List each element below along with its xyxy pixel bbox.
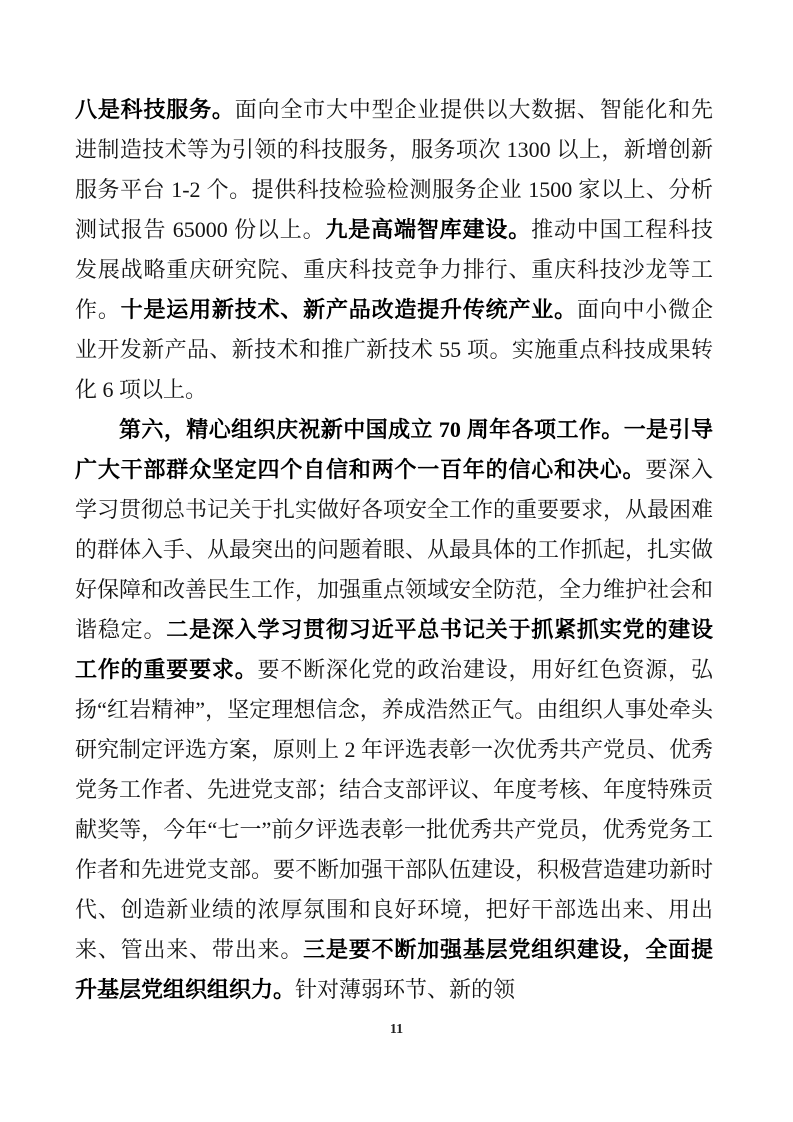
emphasis-run: 九是高端智库建设。 (325, 217, 532, 242)
emphasis-run: 第六，精心组织庆祝新中国成立 70 周年各项工作。一是引导广大干部群众坚定四个自信和两个一百年的信心和决心。 (75, 417, 713, 482)
emphasis-run: 二是深入学习贯彻习近平总书记关于抓紧抓实党的建设工作的重要要求。 (75, 617, 713, 682)
text-run: 要不断深化党的政治建设，用好红色资源，弘扬“红岩精神”，坚定理想信念，养成浩然正气。由组织人事处牵头研究制定评选方案，原则上 2 年评选表彰一次优秀共产党员、优秀党务工作者、先进党支部；结合支部评议、年度考核、年度特殊贡献奖等，今年“七一”前夕评选表彰一批优秀共产党员，优秀党务工作者和先进党支部。要不断加强干部队伍建设，积极营造建功新时代、创造新业绩的浓厚氛围和良好环境，把好干部选出来、用出来、管出来、带出来。 (75, 657, 714, 962)
emphasis-run: 八是科技服务。 (75, 97, 235, 122)
emphasis-run: 三是要不断加强基层党组织建设，全面提升基层党组织组织力。 (75, 937, 713, 1002)
text-run: 面向全市大中型企业提供以大数据、智能化和先进制造技术等为引领的科技服务，服务项次 1300 以上，新增创新服务平台 1-2 个。提供科技检验检测服务企业 1500 家以上、分析测试报告 65000 份以上。 (75, 97, 713, 242)
text-run: 针对薄弱环节、新的领 (295, 977, 516, 1002)
text-run: 推动中国工程科技发展战略重庆研究院、重庆科技竞争力排行、重庆科技沙龙等工作。 (75, 217, 713, 322)
page-number: 11 (389, 1022, 404, 1037)
emphasis-run: 十是运用新技术、新产品改造提升传统产业。 (120, 297, 577, 322)
text-run: 面向中小微企业开发新产品、新技术和推广新技术 55 项。实施重点科技成果转化 6 项以上。 (75, 297, 713, 402)
paragraph-2 (75, 410, 713, 1010)
paragraph-1 (75, 90, 713, 410)
text-run: 要深入学习贯彻总书记关于扎实做好各项安全工作的重要要求，从最困难的群体入手、从最突出的问题着眼、从最具体的工作抓起，扎实做好保障和改善民生工作，加强重点领域安全防范，全力维护社会和谐稳定。 (75, 457, 714, 642)
document-body (75, 90, 713, 1010)
